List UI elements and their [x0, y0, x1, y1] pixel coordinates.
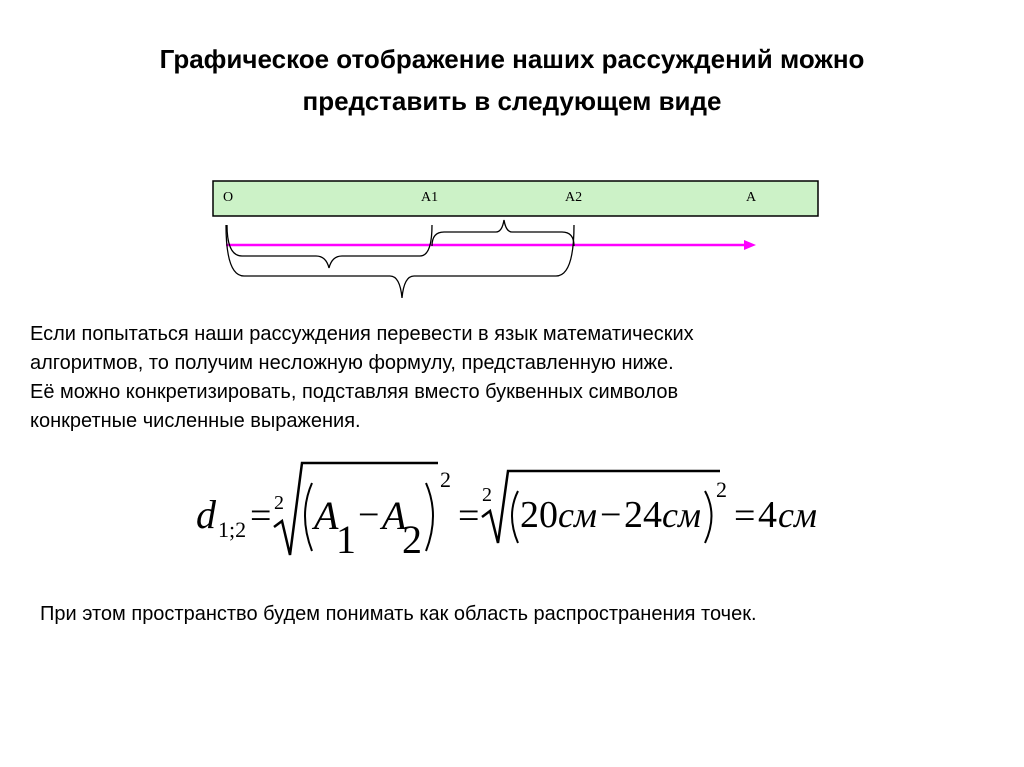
formula-equals-1: =: [250, 495, 272, 537]
label-a: A: [746, 190, 757, 205]
arrow-head: [744, 240, 756, 250]
closing-note: При этом пространство будем понимать как область распространения точек.: [40, 603, 757, 625]
segment-diagram: [0, 0, 1024, 310]
root-index-2: 2: [482, 484, 492, 506]
paren-open-1: [305, 483, 312, 551]
paren-open-2: [512, 491, 518, 543]
explanation-paragraph: [30, 320, 910, 436]
formula-sub-1: 1: [336, 517, 356, 562]
brace-o-a1: [227, 225, 432, 268]
para-line-2: алгоритмов, то получим несложную формулу, представленную ниже.: [30, 352, 674, 374]
root-index-1: 2: [274, 492, 284, 514]
formula-minus-1: −: [358, 494, 380, 536]
formula-a-1: A: [314, 493, 339, 538]
title-line-1: Графическое отображение наших рассуждений можно: [159, 44, 865, 74]
formula-equals-3: =: [734, 495, 756, 537]
formula-d-subscript: 1;2: [218, 517, 247, 542]
formula-a-2: A: [382, 493, 407, 538]
formula-unit-1: см: [558, 495, 597, 535]
para-line-3: Её можно конкретизировать, подставляя вместо буквенных символов: [30, 381, 679, 403]
label-a1: A1: [421, 190, 439, 205]
formula-n2: 24: [624, 494, 662, 536]
formula-d: d: [196, 492, 216, 537]
formula-result-num: 4: [758, 494, 777, 536]
label-a2: A2: [565, 190, 583, 205]
segment-bar: [213, 181, 818, 216]
formula-minus-2: −: [600, 494, 622, 536]
formula-result-unit: см: [778, 495, 817, 535]
title-line-2: представить в следующем виде: [302, 86, 722, 116]
brace-a1-a2: [432, 220, 574, 246]
para-line-4: конкретные численные выражения.: [30, 410, 361, 432]
formula-power-2: 2: [716, 477, 727, 502]
formula-sub-2: 2: [402, 517, 422, 562]
formula-unit-2: см: [662, 495, 701, 535]
formula-equals-2: =: [458, 495, 480, 537]
para-line-1: Если попытаться наши рассуждения перевести в язык математических: [30, 323, 694, 345]
formula-n1: 20: [520, 494, 558, 536]
paren-close-2: [705, 491, 712, 543]
brace-o-a2: [226, 225, 574, 298]
paren-close-1: [426, 483, 433, 551]
formula-power-1: 2: [440, 467, 451, 492]
label-o: O: [223, 190, 234, 205]
distance-formula: [190, 455, 850, 575]
